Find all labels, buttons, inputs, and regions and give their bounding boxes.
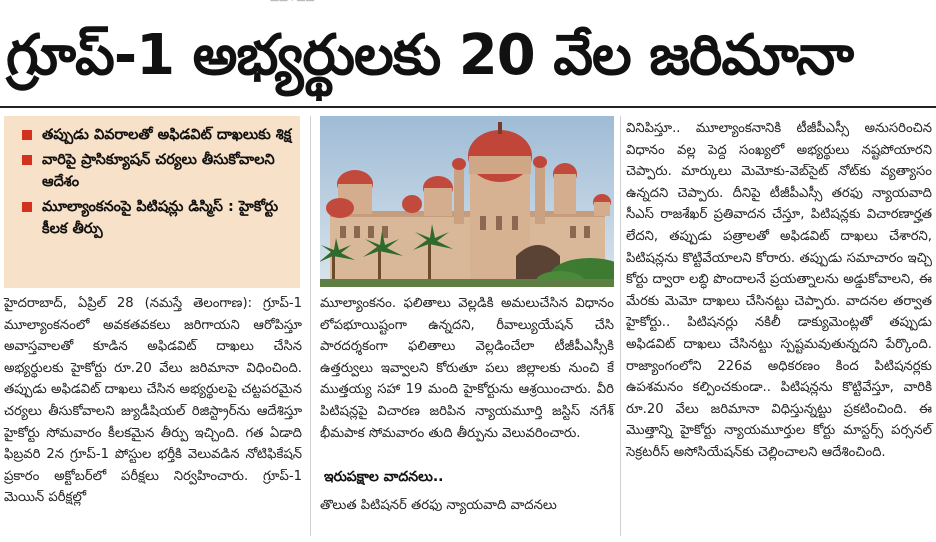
- article-column-2: [320, 293, 614, 444]
- article-column-3: [626, 118, 932, 464]
- headline: గ్రూప్-1 అభ్యర్థులకు 20 వేల జరిమానా: [6, 23, 854, 88]
- square-bullet-icon: [22, 155, 32, 165]
- highlight-item: [18, 196, 294, 240]
- headline-rule: [0, 106, 936, 108]
- square-bullet-icon: [22, 130, 32, 140]
- highlights-box: [4, 116, 300, 288]
- section-subhead: ఇరుపక్షాల వాదనలు..: [324, 469, 444, 485]
- column-divider: [620, 116, 621, 536]
- highlight-text: తప్పుడు వివరాలతో అఫిడవిట్ దాఖలుకు శిక్ష: [42, 127, 292, 143]
- highlight-item: [18, 124, 294, 146]
- high-court-photo: [320, 116, 614, 287]
- column-divider: [310, 116, 311, 536]
- article-paragraph: తొలుత పిటిషనర్ తరఫు న్యాయవాది వాదనలు: [320, 498, 557, 513]
- article-column-2-continued: [320, 495, 614, 517]
- square-bullet-icon: [22, 202, 32, 212]
- article-paragraph: హైదరాబాద్, ఏప్రిల్ 28 (నమస్తే తెలంగాణ): గ్రూప్-1 మూల్యాంకనంలో అవకతవకలు జరిగాయని ఆరోపిస్తూ అవాస్తవాలతో కూడిన అఫిడవిట్ దాఖలు చేసిన అభ్యర్థులకు హైకోర్టు రూ.20 వేలు జరిమానా విధించింది. తప్పుడు అఫిడవిట్ దాఖలు చేసిన అభ్యర్థులపై చట్టపరమైన చర్యలు తీసుకోవాలని జ్యుడీషియల్ రిజిస్ట్రార్‌ను ఆదేశిస్తూ హైకోర్టు సోమవారం కీలకమైన తీర్పు ఇచ్చింది. గత ఏడాది ఫిబ్రవరి 2న గ్రూప్-1 పోస్టుల భర్తీకి వెలువడిన నోటిఫికేషన్ ప్రకారం అక్టోబర్‌లో పరీక్షలు నిర్వహించారు. గ్రూప్-1 మెయిన్ పరీక్షల్లో: [4, 296, 302, 506]
- highlight-text: మూల్యాంకనంపై పిటిషన్లు డిస్మిస్ : హైకోర్టు కీలక తీర్పు: [42, 199, 279, 237]
- article-column-1: [4, 293, 302, 509]
- article-paragraph: మూల్యాంకనం. ఫలితాలు వెల్లడికి అమలుచేసిన విధానం లోపభూయిష్టంగా ఉన్నదని, రీవాల్యుయేషన్ చేసి పారదర్శకంగా ఫలితాలు వెల్లడించేలా టీజీపీఎస్సీకి ఉత్తర్వులు ఇవ్వాలని కోరుతూ పలు జిల్లాలకు నుంచి కే ముత్తయ్య సహా 19 మంది హైకోర్టును ఆశ్రయించారు. వీరి పిటిషన్లపై విచారణ జరిపిన న్యాయమూర్తి జస్టిస్ నగేశ్ భీమపాక సోమవారం తుది తీర్పును వెలువరించారు.: [320, 296, 614, 441]
- article-paragraph: వినిపిస్తూ.. మూల్యాంకనానికి టీజీపీఎస్సీ అనుసరించిన విధానం వల్ల పెద్ద సంఖ్యలో అభ్యర్థులు నష్టపోయారని చెప్పారు. మార్కులు మెమోకు-వెబ్‌సైట్ నోట్‌కు వ్యత్యాసం ఉన్నదని చెప్పారు. దీనిపై టీజీపీఎస్సీ తరఫు న్యాయవాది సీఎస్ రాజశేఖర్ ప్రతివాదన చేస్తూ, పిటిషన్లకు విచారణార్హత లేదని, తప్పుడు పత్రాలతో అఫిడవిట్ దాఖలు చేశారని, పిటిషన్లను కొట్టివేయాలని కోరారు. తప్పుడు సమాచారం ఇచ్చి కోర్టు ద్వారా లబ్ధి పొందాలనే ప్రయత్నాలను అడ్డుకోవాలని, ఈ మేరకు మెమో దాఖలు చేసినట్టు చెప్పారు. వాదనల తర్వాత హైకోర్టు.. పిటిషనర్లు నకిలీ డాక్యుమెంట్లతో తప్పుడు అఫిడవిట్ దాఖలు చేసినట్టు స్పష్టమవుతున్నదని పేర్కొంది. రాజ్యాంగంలోని 226వ అధికరణం కింద పిటిషనర్లకు ఉపశమనం కల్పించకుండా.. పిటిషన్లను కొట్టివేస్తూ, వారికి రూ.20 వేలు జరిమానా విధిస్తున్నట్టు ప్రకటించింది. ఈ మొత్తాన్ని హైకోర్టు న్యాయమూర్తుల కోర్టు మాస్టర్స్ పర్సనల్ సెక్రటరీస్ అసోసియేషన్‌కు చెల్లించాలని ఆదేశించింది.: [626, 121, 932, 460]
- top-cropped-line: —— · ——: [270, 0, 315, 6]
- highlight-text: వారిపై ప్రాసిక్యూషన్ చర్యలు తీసుకోవాలని ఆదేశం: [42, 152, 275, 190]
- highlight-item: [18, 149, 294, 193]
